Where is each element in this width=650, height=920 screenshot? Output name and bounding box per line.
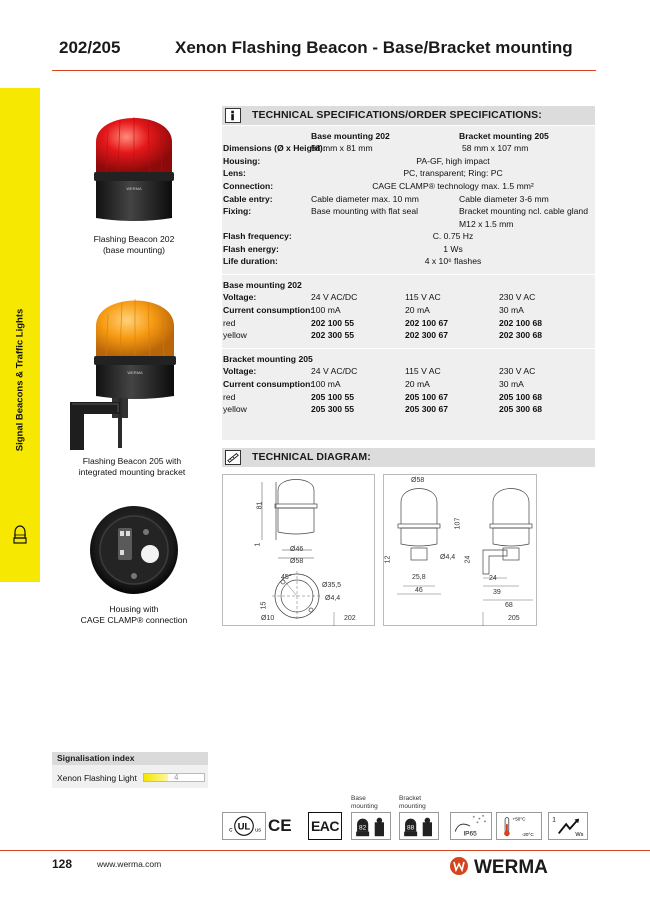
dim-label: 24	[464, 555, 472, 564]
fixing-bracket-thread: M12 x 1.5 mm	[459, 219, 514, 229]
caption-line: Flashing Beacon 202	[93, 234, 175, 244]
dim-label: 68	[505, 602, 513, 609]
beacon-205-caption	[62, 456, 202, 477]
order-bracket-voltage: 24 V AC/DC	[311, 366, 358, 376]
col-header-bracket: Bracket mounting 205	[459, 131, 549, 141]
dim-label: 45°	[281, 574, 292, 581]
base-mounting-icon	[351, 812, 391, 840]
bracket-mounting-number: 88	[407, 824, 415, 832]
footer-divider	[0, 850, 650, 851]
svg-text:c: c	[229, 826, 233, 834]
dim-label: 39	[493, 589, 501, 596]
flash-energy-value: 1 Ws	[443, 244, 463, 254]
temp-high: +50°C	[512, 816, 526, 822]
eac-mark-icon	[308, 812, 342, 840]
tech-diagram-header	[222, 448, 595, 467]
beacon-202-caption	[74, 234, 194, 255]
beacon-205-photo	[62, 284, 187, 452]
diagram-205-label: 205	[508, 615, 520, 622]
dim-label: Ø4,4	[325, 595, 341, 602]
dim-label: 15	[260, 601, 268, 610]
order-number: 202 300 68	[499, 330, 543, 340]
caption-line: integrated mounting bracket	[78, 466, 186, 477]
flash-energy-icon	[548, 812, 588, 840]
brand-name: WERMA	[474, 857, 548, 877]
dim-label: Ø58	[411, 477, 425, 484]
cable-base: Cable diameter max. 10 mm	[311, 194, 419, 204]
lens-label: Lens:	[223, 168, 246, 178]
caption-line: CAGE CLAMP® connection	[80, 614, 188, 625]
order-number: 205 100 67	[405, 392, 449, 402]
order-base-voltage: 24 V AC/DC	[311, 292, 358, 302]
order-base-current: 20 mA	[405, 305, 430, 315]
order-bracket-current: 20 mA	[405, 379, 430, 389]
diagram-205-drawing	[383, 474, 537, 626]
flash-energy-label: Flash energy:	[223, 244, 279, 254]
category-label: Signal Beacons & Traffic Lights	[14, 308, 26, 452]
connection-value: CAGE CLAMP® technology max. 1.5 mm²	[372, 181, 534, 191]
page-title: Xenon Flashing Beacon - Base/Bracket mounting	[175, 38, 573, 57]
fixing-bracket: Bracket mounting ncl. cable gland	[459, 206, 588, 216]
order-number: 202 300 67	[405, 330, 449, 340]
tech-spec-title: TECHNICAL SPECIFICATIONS/ORDER SPECIFICATIONS:	[252, 109, 542, 121]
order-number: 205 300 68	[499, 404, 543, 414]
beacon-icon	[12, 524, 28, 546]
eac-mark-text: EAC	[310, 818, 340, 834]
order-base-yellow-label: yellow	[223, 330, 247, 340]
order-base-voltage-label: Voltage:	[223, 292, 257, 302]
housing-value: PA-GF, high impact	[416, 156, 490, 166]
dim-label: 24	[489, 575, 497, 582]
fixing-base: Base mounting with flat seal	[311, 206, 419, 216]
header-divider	[52, 70, 596, 71]
temperature-range-icon	[496, 812, 542, 840]
dim-label: 81	[256, 501, 264, 510]
dim-label: 12	[384, 555, 392, 564]
dim-label: Ø58	[290, 558, 304, 565]
order-number: 202 100 55	[311, 318, 355, 328]
flash-frequency-value: C. 0.75 Hz	[432, 231, 474, 241]
ul-cert-icon	[222, 812, 266, 840]
caption-line: Flashing Beacon 205 with	[82, 456, 182, 466]
order-base-title: Base mounting 202	[223, 280, 302, 290]
order-bracket-current: 30 mA	[499, 379, 524, 389]
energy-unit: Ws	[575, 832, 584, 839]
order-bracket-current-label: Current consumption:	[223, 379, 314, 389]
order-base-current: 30 mA	[499, 305, 524, 315]
product-code: 202/205	[59, 38, 121, 57]
order-bracket-red-label: red	[223, 392, 236, 402]
housing-caption	[64, 604, 204, 625]
website-link[interactable]: www.werma.com	[97, 859, 162, 869]
ip65-text: IP65	[463, 830, 477, 838]
bracket-mounting-icon	[399, 812, 439, 840]
connection-label: Connection:	[223, 181, 274, 191]
cert-caption-line: mounting	[399, 803, 426, 810]
order-base-voltage: 230 V AC	[499, 292, 536, 302]
lens-value: PC, transparent; Ring: PC	[403, 168, 503, 178]
life-value: 4 x 10⁶ flashes	[424, 256, 482, 266]
cable-bracket: Cable diameter 3-6 mm	[459, 194, 549, 204]
cert-caption-line: Bracket	[399, 795, 422, 802]
dimensions-bracket: 58 mm x 107 mm	[462, 143, 529, 153]
ip65-icon	[450, 812, 492, 840]
temp-low: -20°C	[521, 832, 534, 838]
signalisation-fill	[144, 774, 168, 781]
dim-label: Ø4,4	[440, 554, 456, 561]
flash-frequency-label: Flash frequency:	[223, 231, 292, 241]
cable-label: Cable entry:	[223, 194, 273, 204]
housing-label: Housing:	[223, 156, 261, 166]
col-header-base: Base mounting 202	[311, 131, 390, 141]
order-bracket-voltage: 230 V AC	[499, 366, 536, 376]
werma-logo	[448, 855, 592, 877]
housing-photo	[88, 504, 180, 596]
order-base-current: 100 mA	[311, 305, 341, 315]
diagram-202-label: 202	[344, 615, 356, 622]
dim-label: 46	[415, 587, 423, 594]
dim-label: Ø10	[261, 615, 275, 622]
order-bracket-current: 100 mA	[311, 379, 341, 389]
dimensions-label: Dimensions (Ø x Height):	[223, 143, 326, 153]
order-bracket-title: Bracket mounting 205	[223, 354, 313, 364]
svg-text:WERMA: WERMA	[127, 370, 143, 375]
order-bracket-voltage-label: Voltage:	[223, 366, 257, 376]
order-number: 205 300 55	[311, 404, 355, 414]
page-number: 128	[52, 857, 73, 871]
order-number: 202 300 55	[311, 330, 355, 340]
cert-caption-line: Base	[351, 795, 366, 802]
dimensions-base: 58 mm x 81 mm	[311, 143, 373, 153]
dim-label: 25,8	[412, 574, 426, 581]
spec-divider	[222, 348, 595, 349]
order-base-current-label: Current consumption:	[223, 305, 314, 315]
signalisation-value: 4	[174, 773, 179, 782]
dim-label: 1	[254, 542, 262, 547]
order-number: 202 100 68	[499, 318, 543, 328]
order-number: 202 100 67	[405, 318, 449, 328]
spec-divider	[222, 274, 595, 275]
signalisation-item: Xenon Flashing Light	[57, 773, 137, 783]
svg-text:us: us	[255, 827, 262, 834]
signalisation-meter	[143, 773, 205, 782]
dim-label: Ø46	[290, 546, 304, 553]
order-base-red-label: red	[223, 318, 236, 328]
life-label: Life duration:	[223, 256, 278, 266]
order-number: 205 300 67	[405, 404, 449, 414]
tech-spec-header	[222, 106, 595, 125]
caption-line: Housing with	[109, 604, 159, 614]
order-bracket-yellow-label: yellow	[223, 404, 247, 414]
beacon-202-photo	[84, 100, 184, 228]
ce-mark-text: CE	[268, 816, 292, 835]
cert-caption-line: mounting	[351, 803, 378, 810]
order-bracket-voltage: 115 V AC	[405, 366, 441, 376]
bracket-mounting-caption	[399, 795, 426, 811]
tech-diagram-title: TECHNICAL DIAGRAM:	[252, 451, 371, 463]
ce-mark-icon	[268, 812, 294, 840]
fixing-label: Fixing:	[223, 206, 252, 216]
svg-text:UL: UL	[237, 821, 251, 832]
caption-line: (base mounting)	[102, 244, 166, 255]
order-number: 205 100 68	[499, 392, 543, 402]
dim-label: 107	[454, 517, 462, 530]
info-icon	[225, 108, 241, 123]
ruler-icon	[225, 450, 241, 465]
dim-label: Ø35,5	[322, 582, 342, 589]
order-base-voltage: 115 V AC	[405, 292, 441, 302]
base-mounting-number: 82	[359, 824, 367, 832]
signalisation-title: Signalisation index	[52, 752, 208, 765]
svg-text:WERMA: WERMA	[126, 186, 142, 191]
base-mounting-caption	[351, 795, 378, 811]
energy-value: 1	[552, 816, 556, 824]
order-number: 205 100 55	[311, 392, 355, 402]
